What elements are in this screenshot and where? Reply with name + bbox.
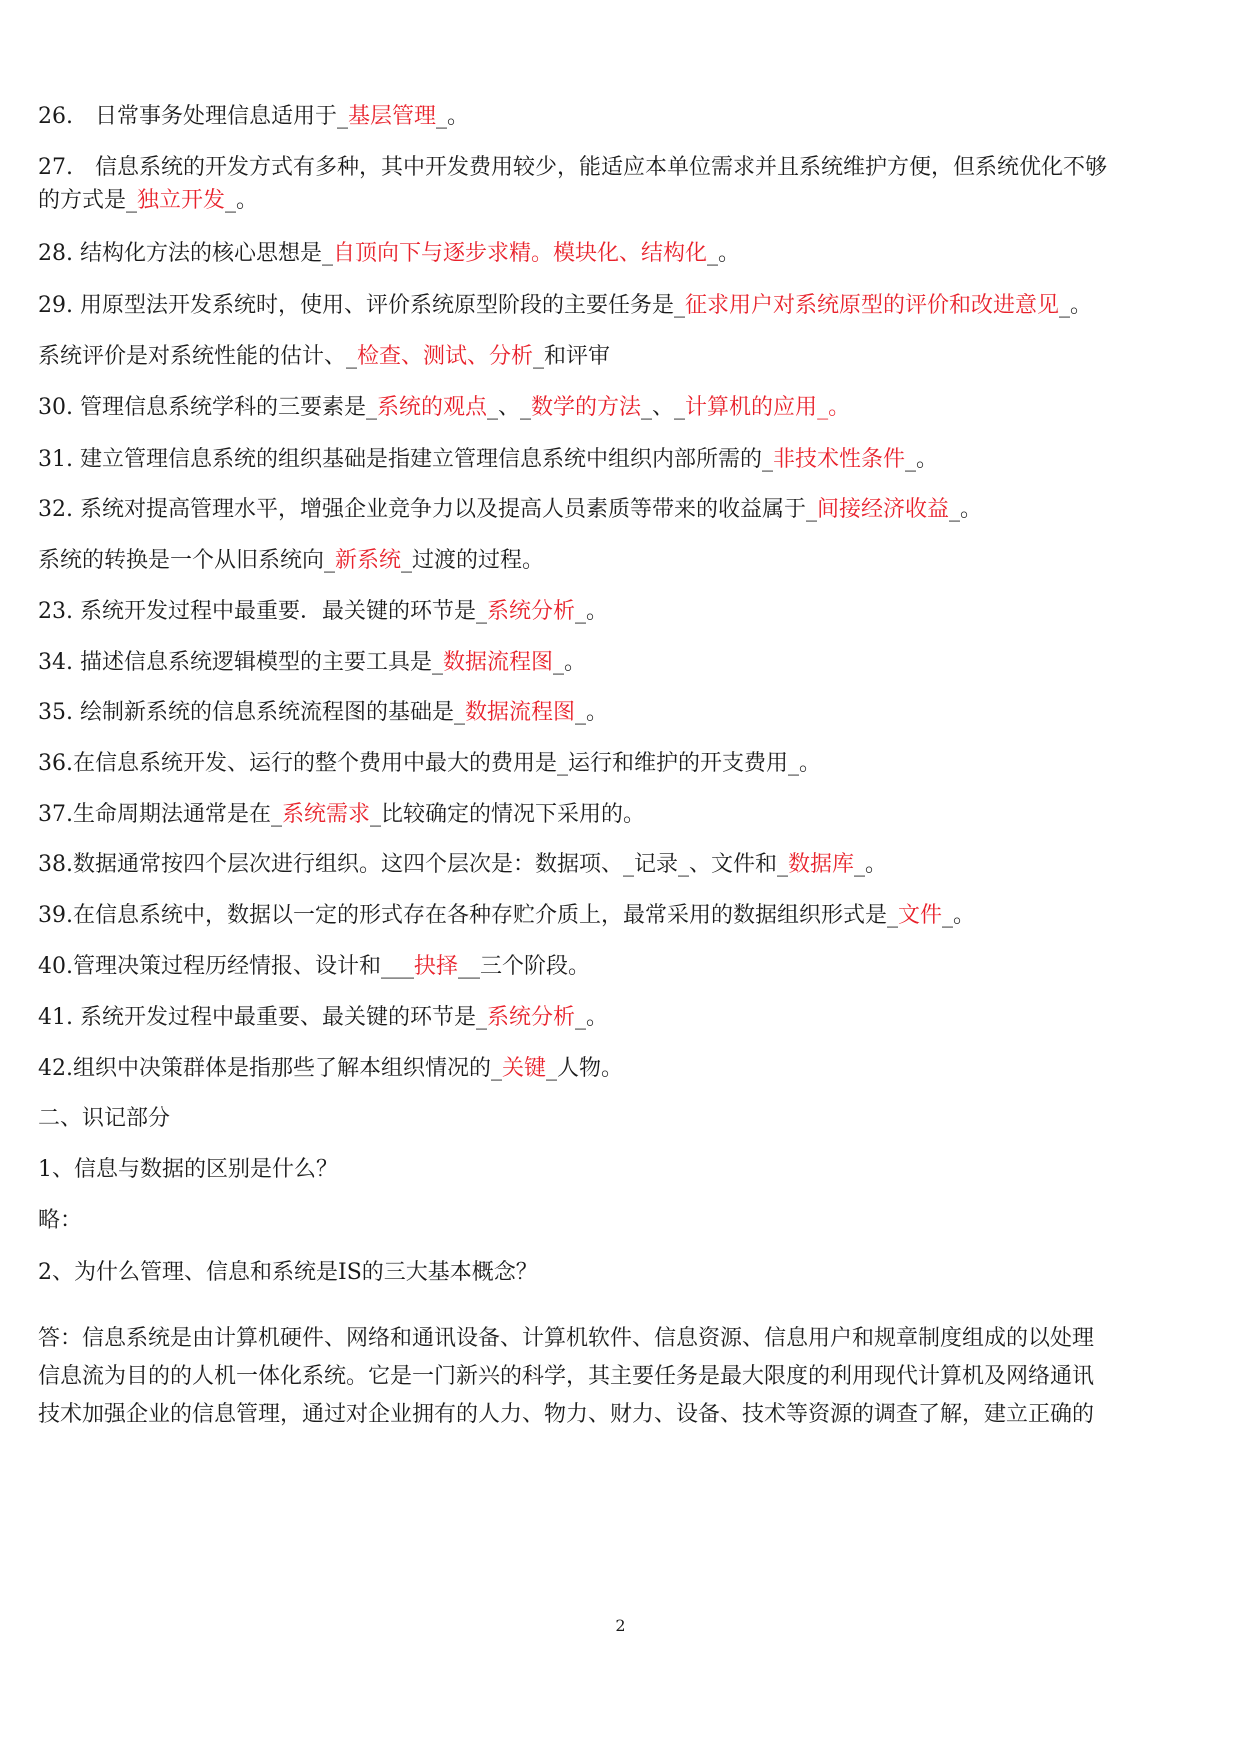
question-text: 29. 用原型法开发系统时，使用、评价系统原型阶段的主要任务是_: [38, 293, 685, 318]
text-line: [38, 1205, 1223, 1237]
question-text: 系统评价是对系统性能的估计、_: [38, 344, 358, 369]
answer-text: 文件: [898, 903, 943, 928]
answer-text: 系统需求: [282, 802, 371, 827]
question-text: 41. 系统开发过程中最重要、最关键的环节是_: [38, 1005, 487, 1030]
text-line: [38, 185, 1223, 217]
question-text: _。: [949, 497, 983, 522]
answer-text: 数据流程图: [464, 700, 575, 725]
question-text: _。: [436, 104, 470, 129]
text-line: [38, 697, 1223, 729]
question-text: 系统的转换是一个从旧系统向_: [38, 548, 336, 573]
question-text: _。: [707, 241, 741, 266]
text-line: [38, 392, 1223, 424]
text-line: [38, 596, 1223, 628]
answer-text: 数据库: [788, 852, 855, 877]
question-text: 39.在信息系统中，数据以一定的形式存在各种存贮介质上，最常采用的数据组织形式是_: [38, 903, 898, 928]
answer-text: _。: [817, 395, 851, 420]
text-line: [38, 1154, 1223, 1186]
answer-text: 系统分析: [486, 599, 575, 624]
question-text: 34. 描述信息系统逻辑模型的主要工具是_: [38, 650, 443, 675]
answer-text: 关键: [502, 1056, 547, 1081]
question-text: 36.在信息系统开发、运行的整个费用中最大的费用是_运行和维护的开支费用_。: [38, 751, 821, 776]
question-text: __三个阶段。: [458, 954, 591, 979]
question-text: 1、信息与数据的区别是什么？: [38, 1157, 338, 1182]
text-line: [38, 152, 1223, 184]
question-text: 26. 日常事务处理信息适用于_: [38, 104, 348, 129]
question-text: _和评审: [533, 344, 611, 369]
answer-text: 数学的方法: [531, 395, 642, 420]
question-text: _。: [575, 700, 609, 725]
question-text: _比较确定的情况下采用的。: [370, 802, 646, 827]
question-text: _。: [854, 852, 888, 877]
text-line: [38, 900, 1223, 932]
question-text: 27. 信息系统的开发方式有多种，其中开发费用较少，能适应本单位需求并且系统维护方便，但系统优化不够: [38, 155, 1107, 180]
question-text: _。: [942, 903, 976, 928]
answer-text: 检查、测试、分析: [357, 344, 534, 369]
answer-text: 数据流程图: [442, 650, 553, 675]
question-text: _。: [1059, 293, 1093, 318]
question-text: 30. 管理信息系统学科的三要素是_: [38, 395, 377, 420]
question-text: _、_: [487, 395, 532, 420]
question-text: _。: [225, 188, 259, 213]
question-text: _过渡的过程。: [401, 548, 545, 573]
question-text: _。: [575, 599, 609, 624]
text-line: [38, 1103, 1223, 1135]
question-text: 23. 系统开发过程中最重要．最关键的环节是_: [38, 599, 487, 624]
answer-text: 自顶向下与逐步求精。模块化、结构化: [332, 241, 707, 266]
text-line: [38, 238, 1223, 270]
text-line: [38, 1257, 1223, 1289]
question-text: _。: [575, 1005, 609, 1030]
text-line: [38, 748, 1223, 780]
answer-text: 间接经济收益: [816, 497, 949, 522]
question-text: 40.管理决策过程历经情报、设计和___: [38, 954, 414, 979]
question-text: _。: [905, 447, 939, 472]
question-text: 略：: [38, 1208, 83, 1233]
answer-text: 非技术性条件: [772, 447, 905, 472]
question-text: _人物。: [546, 1056, 624, 1081]
question-text: 35. 绘制新系统的信息系统流程图的基础是_: [38, 700, 465, 725]
answer-text: 计算机的应用: [685, 395, 818, 420]
text-line: [38, 799, 1223, 831]
answer-text: 独立开发: [137, 188, 226, 213]
text-line: [38, 1053, 1223, 1085]
text-line: [38, 494, 1223, 526]
question-text: 32. 系统对提高管理水平，增强企业竞争力以及提高人员素质等带来的收益属于_: [38, 497, 817, 522]
text-line: [38, 647, 1223, 679]
question-text: 42.组织中决策群体是指那些了解本组织情况的_: [38, 1056, 502, 1081]
answer-text: 新系统: [335, 548, 402, 573]
text-line: [38, 1002, 1223, 1034]
text-line: [38, 101, 1223, 133]
answer-text: 征求用户对系统原型的评价和改进意见: [684, 293, 1059, 318]
answer-row: 信息流为目的的人机一体化系统。它是一门新兴的科学，其主要任务是最大限度的利用现代计算机及网络通讯: [38, 1364, 1095, 1389]
page-number: 2: [615, 1616, 626, 1635]
text-line: [38, 545, 1223, 577]
question-text: 的方式是_: [38, 188, 138, 213]
text-line: [38, 849, 1223, 881]
question-text: _、_: [641, 395, 686, 420]
text-line: [38, 444, 1223, 476]
question-text: 二、识记部分: [38, 1106, 171, 1131]
answer-row: 答：信息系统是由计算机硬件、网络和通讯设备、计算机软件、信息资源、信息用户和规章制度组成的以处理: [38, 1326, 1095, 1351]
question-text: 38.数据通常按四个层次进行组织。这四个层次是：数据项、_记录_、文件和_: [38, 852, 788, 877]
answer-row: 技术加强企业的信息管理，通过对企业拥有的人力、物力、财力、设备、技术等资源的调查了解，建立正确的: [38, 1402, 1095, 1427]
text-line: [38, 341, 1223, 373]
answer-paragraph: [38, 1320, 1223, 1434]
question-text: 28. 结构化方法的核心思想是_: [38, 241, 333, 266]
question-text: 2、为什么管理、信息和系统是IS的三大基本概念？: [38, 1260, 538, 1285]
answer-text: 基层管理: [348, 104, 437, 129]
question-text: 31. 建立管理信息系统的组织基础是指建立管理信息系统中组织内部所需的_: [38, 447, 773, 472]
text-line: [38, 290, 1223, 322]
text-line: [38, 951, 1223, 983]
answer-text: 抉择: [414, 954, 459, 979]
question-text: 37.生命周期法通常是在_: [38, 802, 282, 827]
question-text: _。: [553, 650, 587, 675]
answer-text: 系统的观点: [376, 395, 487, 420]
answer-text: 系统分析: [486, 1005, 575, 1030]
